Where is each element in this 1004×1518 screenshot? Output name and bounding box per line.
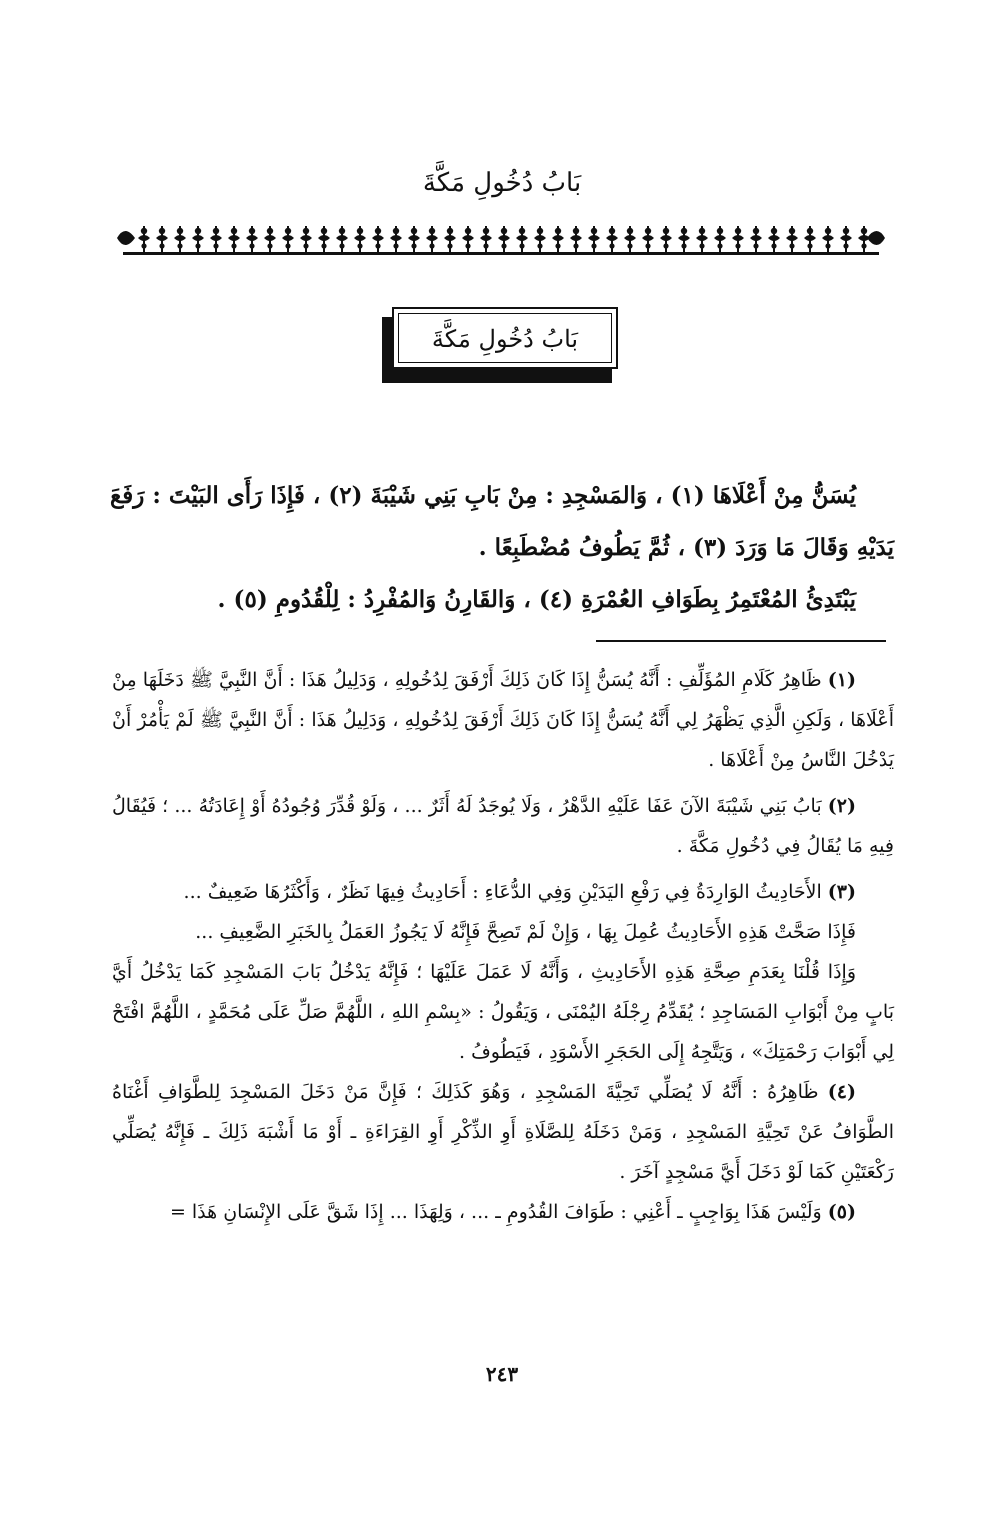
footnote-4-number: (٤) bbox=[827, 1081, 857, 1103]
footnote-5-text: وَلَيْسَ هَذَا بِوَاجِبٍ ـ أَعْنِي : طَوَافَ القُدُومِ ـ ... ، وَلِهَذَا ... إِذَا شَقَّ عَلَى الإِنْسَانِ هَذَا = bbox=[169, 1201, 822, 1223]
footnote-separator bbox=[596, 640, 886, 642]
footnote-2 bbox=[112, 786, 894, 866]
running-head: بَابُ دُخُولِ مَكَّةَ bbox=[422, 168, 582, 198]
main-paragraph-1: يُسَنُّ مِنْ أَعْلَاهَا (١) ، وَالمَسْجِدِ : مِنْ بَابِ بَنِي شَيْبَةَ (٢) ، فَإِذَا رَأَى البَيْتَ : رَفَعَ يَدَيْهِ وَقَالَ مَا وَرَدَ (٣) ، ثُمَّ يَطُوفُ مُضْطَبِعًا . bbox=[110, 482, 894, 561]
main-paragraph-2: يَبْتَدِئُ المُعْتَمِرُ بِطَوَافِ العُمْرَةِ (٤) ، وَالقَارِنُ وَالمُفْرِدُ : لِلْقُدُومِ (٥) . bbox=[217, 586, 856, 613]
chapter-title: بَابُ دُخُولِ مَكَّةَ bbox=[398, 313, 612, 363]
footnote-4-text: ظَاهِرُهُ : أَنَّهُ لَا يُصَلِّي تَحِيَّةَ المَسْجِدِ ، وَهُوَ كَذَلِكَ ؛ فَإِنَّ مَنْ دَخَلَ المَسْجِدَ لِلطَّوَافِ أَغْنَاهُ الطَّوَافُ عَنْ تَحِيَّةِ المَسْجِدِ ، وَمَنْ دَخَلَهُ لِلصَّلَاةِ أَوِ الذِّكْرِ أَوِ القِرَاءَةِ ـ أَوْ مَا أَشْبَهَ ذَلِكَ ـ فَإِنَّهُ يُصَلِّي رَكْعَتَيْنِ كَمَا لَوْ دَخَلَ أَيَّ مَسْجِدٍ آخَرَ . bbox=[112, 1081, 894, 1183]
footnote-1-number: (١) bbox=[827, 669, 856, 691]
footnote-3-number: (٣) bbox=[827, 881, 856, 903]
footnote-5-number: (٥) bbox=[827, 1201, 856, 1223]
page-number: ٢٤٣ bbox=[485, 1362, 519, 1386]
footnote-2-text: بَابُ بَنِي شَيْبَةَ الآنَ عَفَا عَلَيْهِ الدَّهْرُ ، وَلَا يُوجَدُ لَهُ أَثَرٌ ... ، وَلَوْ قُدِّرَ وُجُودُهُ أَوْ إِعَادَتُهُ ... ؛ فَيُقَالُ فِيهِ مَا يُقَالُ فِي دُخُولِ مَكَّةَ . bbox=[112, 795, 894, 857]
footnote-3-continuation-1: فَإِذَا صَحَّتْ هَذِهِ الأَحَادِيثُ عُمِلَ بِهَا ، وَإِنْ لَمْ تَصِحَّ فَإِنَّهُ لَا يَجُوزُ العَمَلُ بِالخَبَرِ الضَّعِيفِ ... bbox=[195, 921, 856, 943]
footnote-3 bbox=[112, 872, 894, 912]
footnote-3-continuation-2: وَإِذَا قُلْنَا بِعَدَمِ صِحَّةِ هَذِهِ الأَحَادِيثِ ، وَأَنَّهُ لَا عَمَلَ عَلَيْهَا ؛ فَإِنَّهُ يَدْخُلُ بَابَ المَسْجِدِ كَمَا يَدْخُلُ أَيَّ بَابٍ مِنْ أَبْوَابِ المَسَاجِدِ ؛ يُقَدِّمُ رِجْلَهُ اليُمْنَى ، وَيَقُولُ : «بِسْمِ اللهِ ، اللَّهُمَّ صَلِّ عَلَى مُحَمَّدٍ ، اللَّهُمَّ افْتَحْ لِي أَبْوَابَ رَحْمَتِكَ» ، وَيَتَّجِهُ إِلَى الحَجَرِ الأَسْوَدِ ، فَيَطُوفُ . bbox=[112, 961, 894, 1063]
chapter-title-frame bbox=[382, 307, 622, 383]
footnote-2-number: (٢) bbox=[827, 795, 857, 817]
footnote-3-text: الأَحَادِيثُ الوَارِدَةُ فِي رَفْعِ اليَدَيْنِ وَفِي الدُّعَاءِ : أَحَادِيثُ فِيهَا نَظَرٌ ، وَأَكْثَرُهَا ضَعِيفٌ ... bbox=[183, 881, 822, 903]
title-frame-outer bbox=[392, 307, 618, 369]
footnote-1 bbox=[112, 660, 894, 780]
footnote-4 bbox=[112, 1072, 894, 1192]
ornamental-border bbox=[117, 222, 885, 256]
main-text bbox=[110, 470, 894, 626]
footnote-5 bbox=[112, 1192, 894, 1232]
footnotes bbox=[112, 660, 894, 1232]
footnote-1-text: ظَاهِرُ كَلَامِ المُؤَلِّفِ : أَنَّهُ يُسَنُّ إِذَا كَانَ ذَلِكَ أَرْفَقَ لِدُخُولِهِ ، وَدَلِيلُ هَذَا : أَنَّ النَّبِيَّ ﷺ دَخَلَهَا مِنْ أَعْلَاهَا ، وَلَكِنِ الَّذِي يَظْهَرُ لِي أَنَّهُ يُسَنُّ إِذَا كَانَ ذَلِكَ أَرْفَقَ لِدُخُولِهِ ، وَدَلِيلُ هَذَا : أَنَّ النَّبِيَّ ﷺ لَمْ يَأْمُرْ أَنْ يَدْخُلَ النَّاسُ مِنْ أَعْلَاهَا . bbox=[112, 669, 894, 771]
